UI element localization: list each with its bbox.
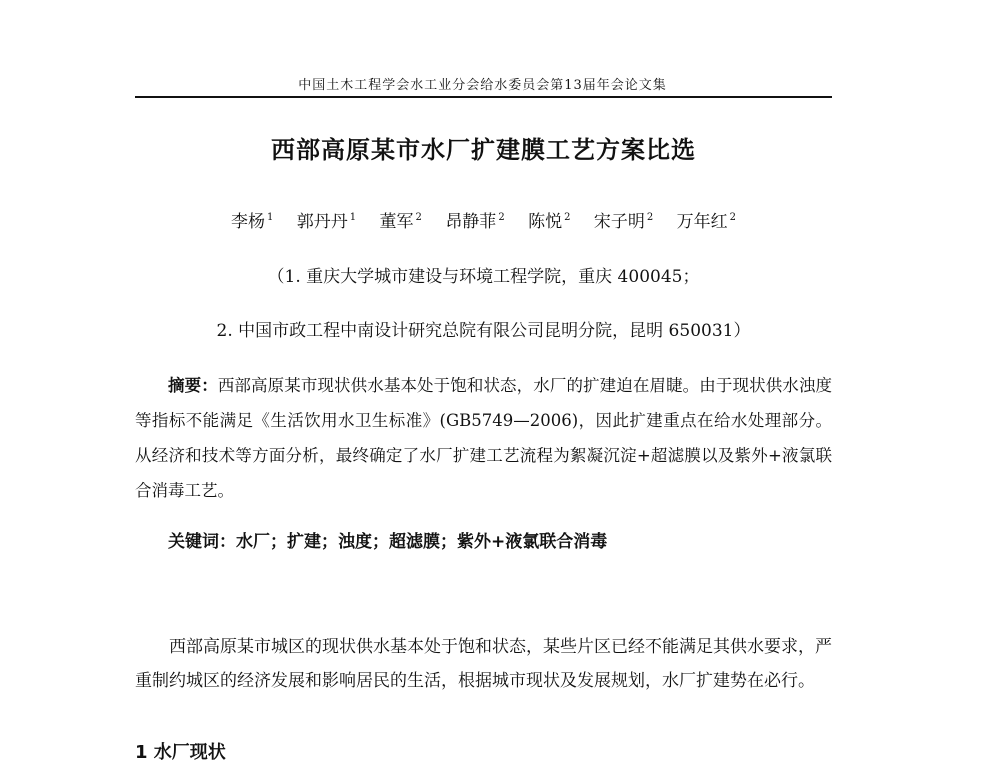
abstract-label: 摘要： (168, 376, 218, 395)
keywords-label: 关键词： (168, 532, 236, 552)
author-name: 宋子明 (593, 212, 645, 232)
running-header: 中国土木工程学会水工业分会给水委员会第13届年会论文集 (298, 78, 667, 93)
abstract (135, 368, 832, 508)
author (677, 212, 736, 232)
author-affil-mark: 2 (415, 212, 422, 224)
body-paragraph: 西部高原某市城区的现状供水基本处于饱和状态，某些片区已经不能满足其供水要求，严重制约城区的经济发展和影响居民的生活，根据城市现状及发展规划，水厂扩建势在必行。 (135, 637, 832, 691)
author-name: 董军 (379, 212, 414, 232)
author-name: 万年红 (676, 212, 728, 232)
paper-title: 西部高原某市水厂扩建膜工艺方案比选 (271, 136, 696, 164)
affiliation-1: （1. 重庆大学城市建设与环境工程学院，重庆 400045； (267, 267, 700, 287)
author (380, 212, 422, 232)
author-name: 陈悦 (528, 212, 563, 232)
author (231, 212, 273, 232)
author-affil-mark: 2 (564, 212, 571, 224)
author-name: 李杨 (230, 212, 265, 232)
author-affil-mark: 2 (498, 212, 505, 224)
author-affil-mark: 2 (646, 212, 654, 224)
author-affil-mark: 1 (266, 212, 274, 224)
author-name: 昂静菲 (445, 212, 497, 232)
header-divider (135, 96, 832, 98)
author (528, 212, 570, 232)
section-heading: 1 水厂现状 (135, 742, 226, 763)
author (297, 212, 356, 232)
author (445, 212, 504, 232)
abstract-text: 西部高原某市现状供水基本处于饱和状态，水厂的扩建迫在眉睫。由于现状供水浊度等指标不能满足《生活饮用水卫生标准》(GB5749—2006)，因此扩建重点在给水处理部分。从经济和技术等方面分析，最终确定了水厂扩建工艺流程为絮凝沉淀+超滤膜以及紫外+液氯联合消毒工艺。 (135, 376, 833, 500)
author-affil-mark: 1 (349, 212, 357, 224)
keywords (168, 527, 832, 552)
author-name: 郭丹丹 (296, 212, 348, 232)
author (594, 212, 653, 232)
author-list (135, 207, 832, 232)
keywords-text: 水厂；扩建；浊度；超滤膜；紫外+液氯联合消毒 (236, 532, 608, 552)
affiliation-2: 2. 中国市政工程中南设计研究总院有限公司昆明分院，昆明 650031） (216, 321, 751, 341)
author-affil-mark: 2 (729, 212, 737, 224)
